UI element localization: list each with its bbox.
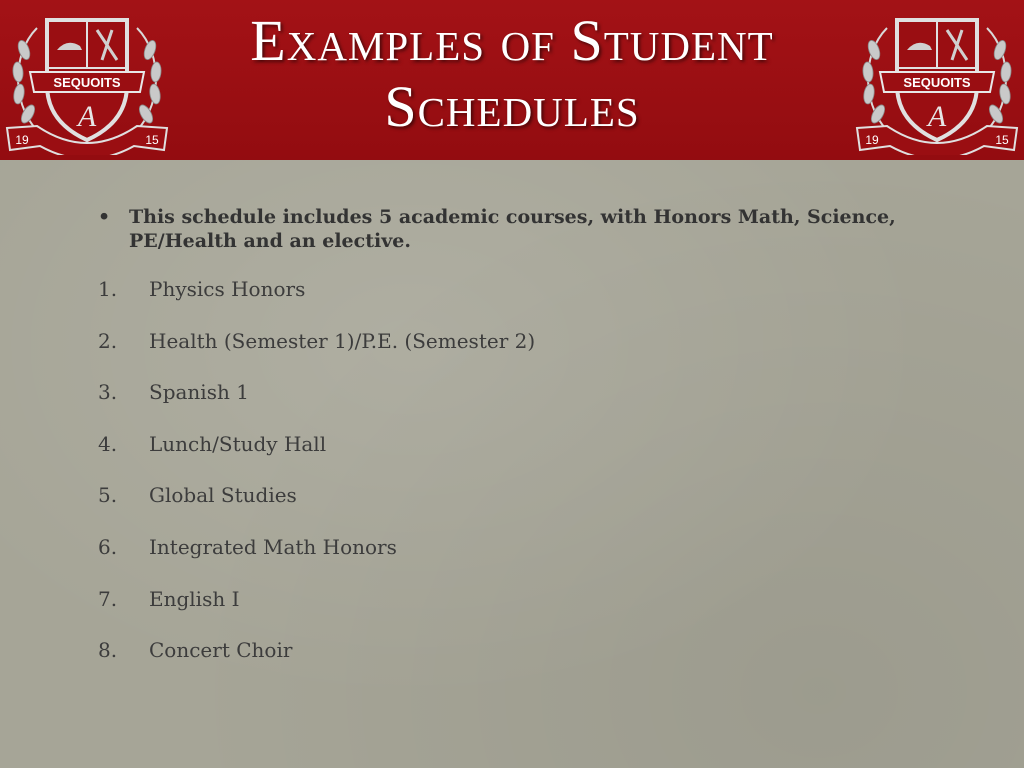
svg-text:A: A — [77, 100, 97, 133]
svg-text:19: 19 — [15, 133, 29, 147]
intro-bullet-text: This schedule includes 5 academic courses, with Honors Math, Science, PE/Health and an elective. — [129, 206, 896, 252]
list-item-text: Lunch/Study Hall — [149, 431, 327, 456]
intro-bullet — [96, 205, 936, 253]
svg-text:15: 15 — [995, 133, 1009, 147]
list-item-text: Integrated Math Honors — [149, 534, 397, 559]
list-item — [96, 327, 936, 379]
list-item-text: Global Studies — [149, 483, 297, 508]
svg-text:SEQUOITS: SEQUOITS — [903, 75, 971, 90]
list-item — [96, 481, 936, 533]
title-banner — [0, 0, 1024, 160]
list-item — [96, 378, 936, 430]
list-item-number: 2. — [98, 328, 118, 353]
slide-title — [160, 8, 864, 140]
list-item-number: 1. — [98, 277, 118, 301]
list-item — [96, 585, 936, 637]
list-item-text: English I — [149, 586, 240, 611]
list-item-number: 3. — [98, 380, 118, 405]
list-item — [96, 636, 936, 688]
school-seal-right-logo — [852, 10, 1022, 155]
svg-text:19: 19 — [865, 133, 879, 147]
svg-text:15: 15 — [145, 133, 159, 147]
list-item — [96, 275, 936, 327]
list-item-text: Concert Choir — [149, 638, 293, 663]
school-seal-left-logo — [2, 10, 172, 155]
list-item-text: Spanish 1 — [149, 380, 249, 405]
list-item-number: 5. — [98, 483, 118, 508]
list-item-number: 7. — [98, 586, 118, 611]
list-item-text: Health (Semester 1)/P.E. (Semester 2) — [149, 328, 536, 353]
list-item-number: 8. — [98, 638, 118, 663]
slide-body — [96, 205, 936, 688]
bullet-marker: • — [98, 206, 111, 228]
svg-text:A: A — [927, 100, 947, 133]
schedule-list — [96, 275, 936, 688]
list-item — [96, 533, 936, 585]
list-item-number: 4. — [98, 431, 118, 456]
list-item-number: 6. — [98, 534, 118, 559]
list-item-text: Physics Honors — [149, 277, 306, 301]
svg-text:SEQUOITS: SEQUOITS — [53, 75, 121, 90]
slide-title-line-1: Examples of Student — [250, 8, 774, 73]
slide-title-line-2: Schedules — [384, 74, 640, 139]
list-item — [96, 430, 936, 482]
